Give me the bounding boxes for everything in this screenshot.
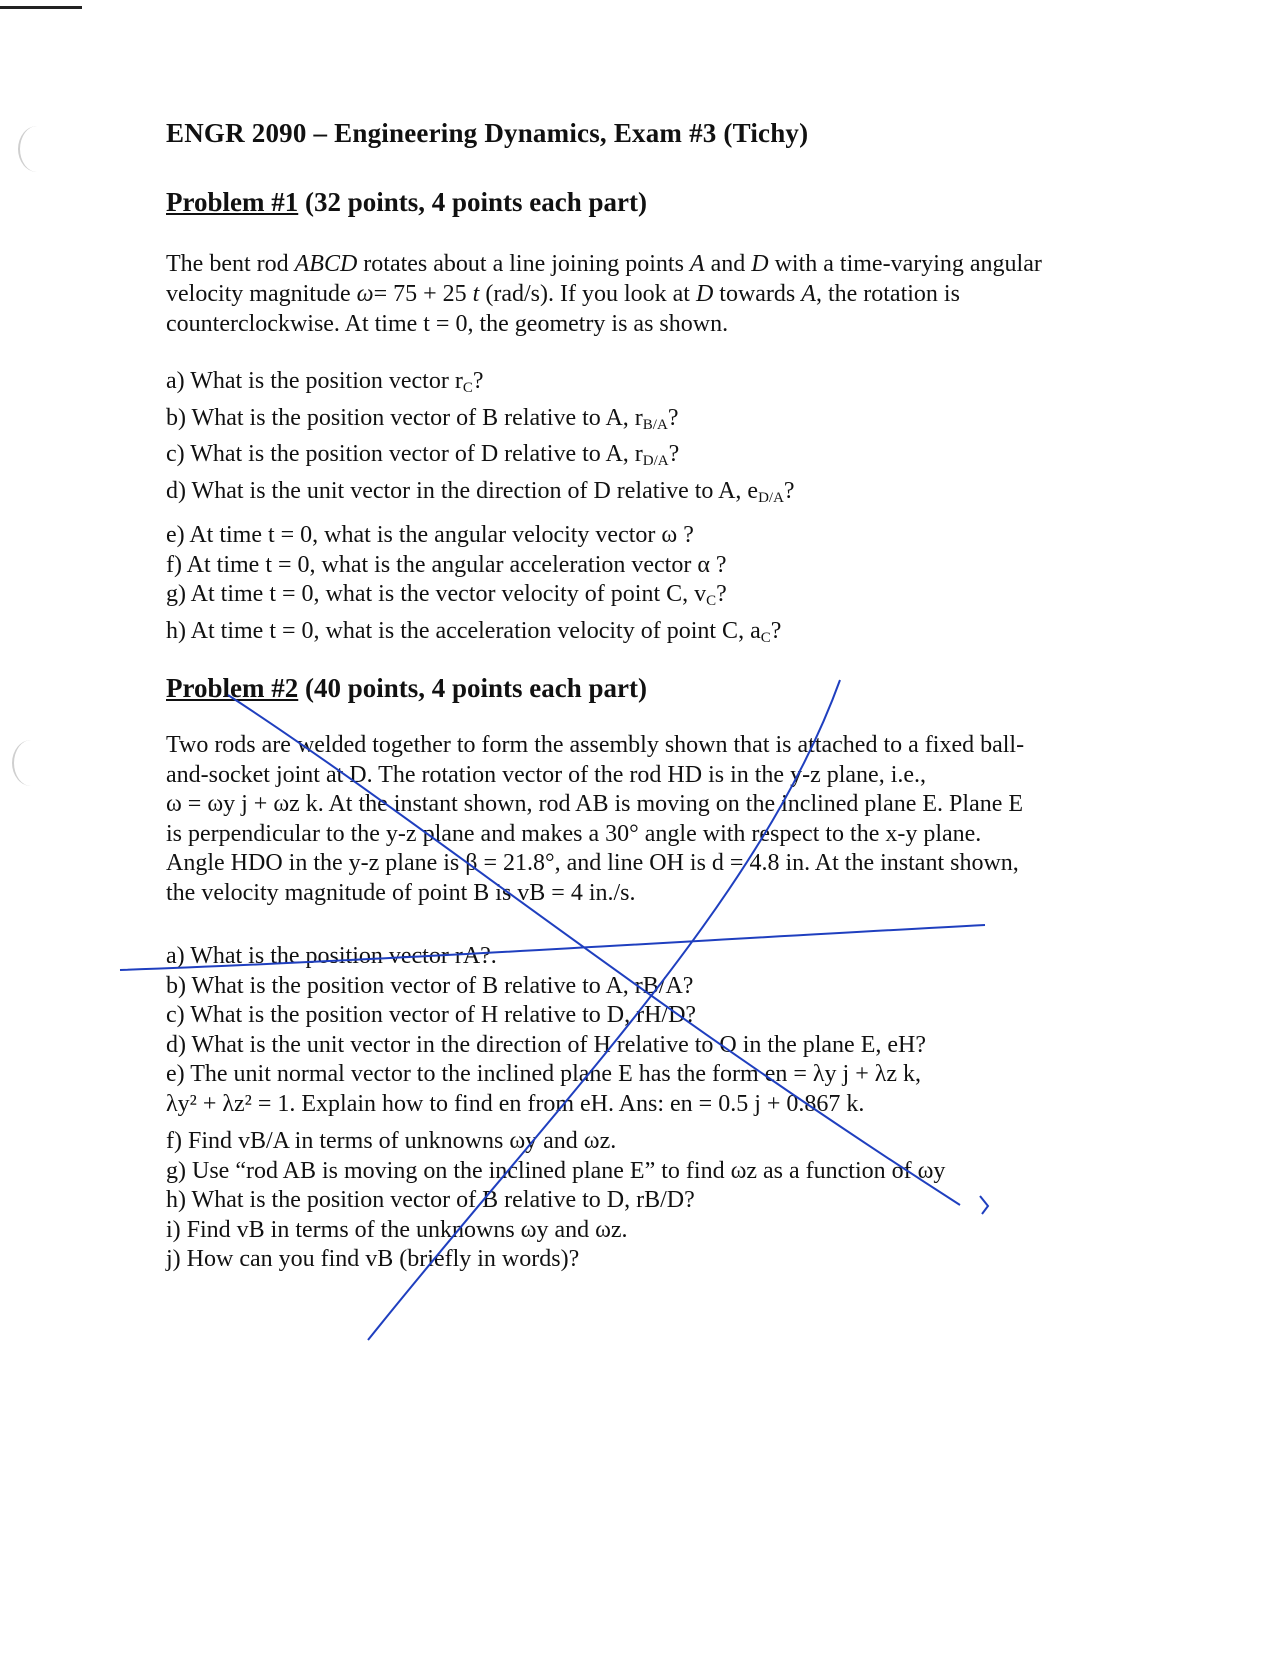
p2-intro-line: ω = ωy j + ωz k. At the instant shown, rod AB is moving on the inclined plane E. Plane E [166, 791, 1024, 817]
problem-1-intro: The bent rod ABCD rotates about a line joining points A and D with a time-varying angular velocity magnitude ω= 75 + 25 t (rad/s). If you look at D towards A, the rotation is counterclockwise. At time t = 0, the geometry is as shown. [166, 251, 1042, 337]
p1-question-c: c) What is the position vector of D relative to A, $r_{D/A}$? [166, 441, 680, 469]
punch-hole-top [18, 126, 56, 172]
problem-2-points: (40 points, 4 points each part) [298, 673, 648, 703]
p2-question-j: j) How can you find vB (briefly in words)? [166, 1246, 580, 1272]
p1-question-a: a) What is the position vector $r_C$? [166, 368, 484, 396]
p2-question-b: b) What is the position vector of B relative to A, rB/A? [166, 972, 694, 999]
p2-question-f: f) Find vB/A in terms of unknowns ωy and ωz. [166, 1128, 617, 1154]
p1-question-f: f) At time t = 0, what is the angular acceleration vector α ? [166, 551, 727, 578]
p2-intro-line: is perpendicular to the y-z plane and makes a 30° angle with respect to the x-y plane. [166, 820, 982, 847]
p2-question-a: a) What is the position vector rA?. [166, 943, 497, 969]
problem-1-questions [166, 367, 1086, 653]
p2-question-c: c) What is the position vector of H relative to D, rH/D? [166, 1002, 697, 1028]
p1-question-h: h) At time t = 0, what is the acceleration velocity of point C, $a_C$? [166, 617, 782, 646]
p2-question-e-cont: λy² + λz² = 1. Explain how to find en from eH. Ans: en = 0.5 j + 0.867 k. [166, 1090, 865, 1117]
scan-edge-mark [0, 6, 82, 9]
p2-question-h: h) What is the position vector of B relative to D, rB/D? [166, 1187, 695, 1213]
p2-question-d: d) What is the unit vector in the direction of H relative to O in the plane E, eH? [166, 1031, 926, 1058]
page-title: ENGR 2090 – Engineering Dynamics, Exam #3 (Tichy) [166, 118, 809, 148]
problem-2-intro [166, 731, 1086, 908]
problem-2-heading [166, 673, 1086, 704]
problem-1-heading [166, 187, 1086, 218]
p2-intro-line: Angle HDO in the y-z plane is β = 21.8°, and line OH is d = 4.8 in. At the instant shown, [166, 850, 1019, 876]
p1-question-b: b) What is the position vector of B relative to A, $r_{B/A}$? [166, 404, 679, 433]
p2-intro-line: Two rods are welded together to form the assembly shown that is attached to a fixed ball- [166, 732, 1025, 758]
p2-intro-line: and-socket joint at D. The rotation vector of the rod HD is in the y-z plane, i.e., [166, 761, 927, 788]
p1-question-e: e) At time t = 0, what is the angular velocity vector ω ? [166, 522, 694, 548]
punch-hole-middle [12, 740, 50, 786]
problem-1-label: Problem #1 [166, 187, 299, 217]
p2-question-e: e) The unit normal vector to the inclined plane E has the form en = λy j + λz k, [166, 1061, 922, 1087]
problem-2-label: Problem #2 [166, 673, 299, 703]
p2-question-g: g) Use “rod AB is moving on the inclined plane E” to find ωz as a function of ωy [166, 1157, 946, 1184]
p2-question-i: i) Find vB in terms of the unknowns ωy and ωz. [166, 1216, 628, 1243]
problem-1-points: (32 points, 4 points each part) [298, 187, 648, 217]
p1-question-d: d) What is the unit vector in the direction of D relative to A, $e_{D/A}$? [166, 477, 795, 506]
problem-2-questions [166, 942, 1086, 1275]
p2-intro-line: the velocity magnitude of point B is vB = 4 in./s. [166, 879, 636, 906]
p1-question-g: g) At time t = 0, what is the vector velocity of point C, $v_C$? [166, 581, 727, 609]
